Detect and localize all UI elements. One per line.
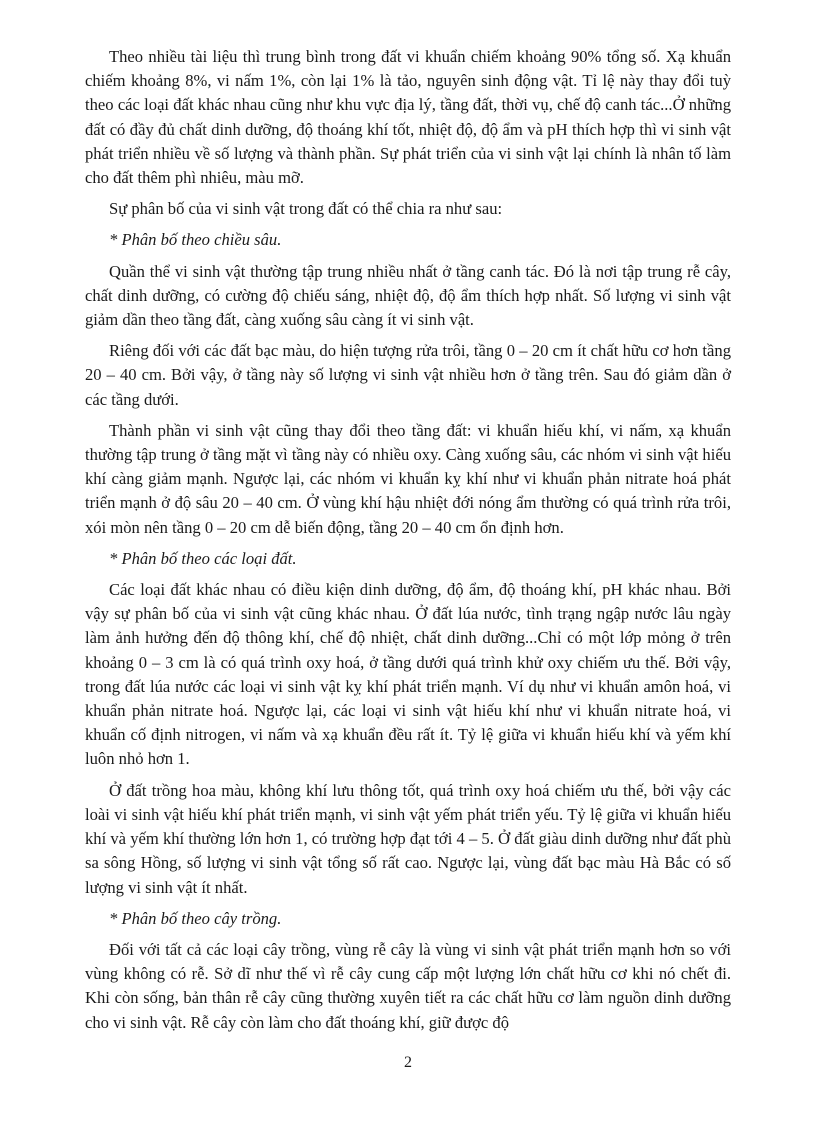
- paragraph-depth-1: Quần thể vi sinh vật thường tập trung nhiều nhất ở tầng canh tác. Đó là nơi tập trung rễ cây, chất dinh dưỡng, có cường độ chiếu sáng, nhiệt độ, độ ẩm thích hợp nhất. Số lượng vi sinh vật giảm dần theo tầng đất, càng xuống sâu càng ít vi sinh vật.: [85, 261, 731, 330]
- section-heading-soil-types: * Phân bố theo các loại đất.: [109, 548, 297, 568]
- page-number: 2: [404, 1054, 412, 1071]
- paragraph-depth-2: Riêng đối với các đất bạc màu, do hiện tượng rửa trôi, tầng 0 – 20 cm ít chất hữu cơ hơn tầng 20 – 40 cm. Bởi vậy, ở tầng này số lượng vi sinh vật nhiều hơn ở tầng trên. Sau đó giảm dần ở các tầng dưới.: [85, 341, 731, 409]
- paragraph-soil-2: Ở đất trồng hoa màu, không khí lưu thông tốt, quá trình oxy hoá chiếm ưu thế, bởi vậy các loài vi sinh vật hiếu khí phát triển mạnh, vi sinh vật yếm phát triển yếu. Tỷ lệ giữa vi khuẩn hiếu khí và yếm khí thường lớn hơn 1, có trường hợp đạt tới 4 – 5. Ở đất giàu dinh dưỡng như đất phù sa sông Hồng, số lượng vi sinh vật tổng số rất cao. Ngược lại, vùng đất bạc màu Hà Bắc có số lượng vi sinh vật ít nhất.: [85, 780, 731, 897]
- paragraph-soil-1: Các loại đất khác nhau có điều kiện dinh dưỡng, độ ẩm, độ thoáng khí, pH khác nhau. Bởi vậy sự phân bố của vi sinh vật cũng khác nhau. Ở đất lúa nước, tình trạng ngập nước lâu ngày làm ảnh hưởng đến độ thông khí, chế độ nhiệt, chất dinh dưỡng...Chỉ có một lớp mỏng ở trên khoảng 0 – 3 cm là có quá trình oxy hoá, ở tầng dưới quá trình khử oxy chiếm ưu thế. Bởi vậy, trong đất lúa nước các loại vi sinh vật kỵ khí phát triển mạnh. Ví dụ như vi khuẩn amôn hoá, vi khuẩn phản nitrate hoá. Ngược lại, các loại vi sinh vật hiếu khí như vi khuẩn nitrate hoá, vi khuẩn cố định nitrogen, vi nấm và xạ khuẩn đều rất ít. Tỷ lệ giữa vi khuẩn hiếu khí và yếm khí luôn nhỏ hơn 1.: [85, 580, 731, 769]
- section-heading-depth: * Phân bố theo chiều sâu.: [109, 230, 282, 250]
- paragraph-depth-3: Thành phần vi sinh vật cũng thay đổi theo tầng đất: vi khuẩn hiếu khí, vi nấm, xạ khuẩn thường tập trung ở tầng mặt vì tầng này có nhiều oxy. Càng xuống sâu, các nhóm vi sinh vật hiếu khí càng giảm mạnh. Ngược lại, các nhóm vi khuẩn kỵ khí như vi khuẩn phản nitrate hoá phát triển mạnh ở độ sâu 20 – 40 cm. Ở vùng khí hậu nhiệt đới nóng ẩm thường có quá trình rửa trôi, xói mòn nên tầng 0 – 20 cm dễ biến động, tầng 20 – 40 cm ổn định hơn.: [85, 420, 731, 537]
- paragraph-crops-1: Đối với tất cả các loại cây trồng, vùng rễ cây là vùng vi sinh vật phát triển mạnh hơn so với vùng không có rễ. Sở dĩ như thế vì rễ cây cung cấp một lượng lớn chất hữu cơ khi nó chết đi. Khi còn sống, bản thân rễ cây cũng thường xuyên tiết ra các chất hữu cơ làm nguồn dinh dưỡng cho vi sinh vật. Rễ cây còn làm cho đất thoáng khí, giữ được độ: [85, 939, 731, 1032]
- page-body: [85, 45, 731, 1042]
- paragraph-distribution-intro: Sự phân bố của vi sinh vật trong đất có thể chia ra như sau:: [109, 199, 503, 219]
- section-heading-crops: * Phân bố theo cây trồng.: [109, 908, 282, 928]
- paragraph-intro: Theo nhiều tài liệu thì trung bình trong đất vi khuẩn chiếm khoảng 90% tổng số. Xạ khuẩn chiếm khoảng 8%, vi nấm 1%, còn lại 1% là tảo, nguyên sinh động vật. Tỉ lệ này thay đổi tuỳ theo các loại đất khác nhau cũng như khu vực địa lý, tầng đất, thời vụ, chế độ canh tác...Ở những đất có đầy đủ chất dinh dưỡng, độ thoáng khí tốt, nhiệt độ, độ ẩm và pH thích hợp thì vi sinh vật phát triển nhiều về số lượng và thành phần. Sự phát triển của vi sinh vật lại chính là nhân tố làm cho đất thêm phì nhiêu, màu mỡ.: [85, 47, 731, 188]
